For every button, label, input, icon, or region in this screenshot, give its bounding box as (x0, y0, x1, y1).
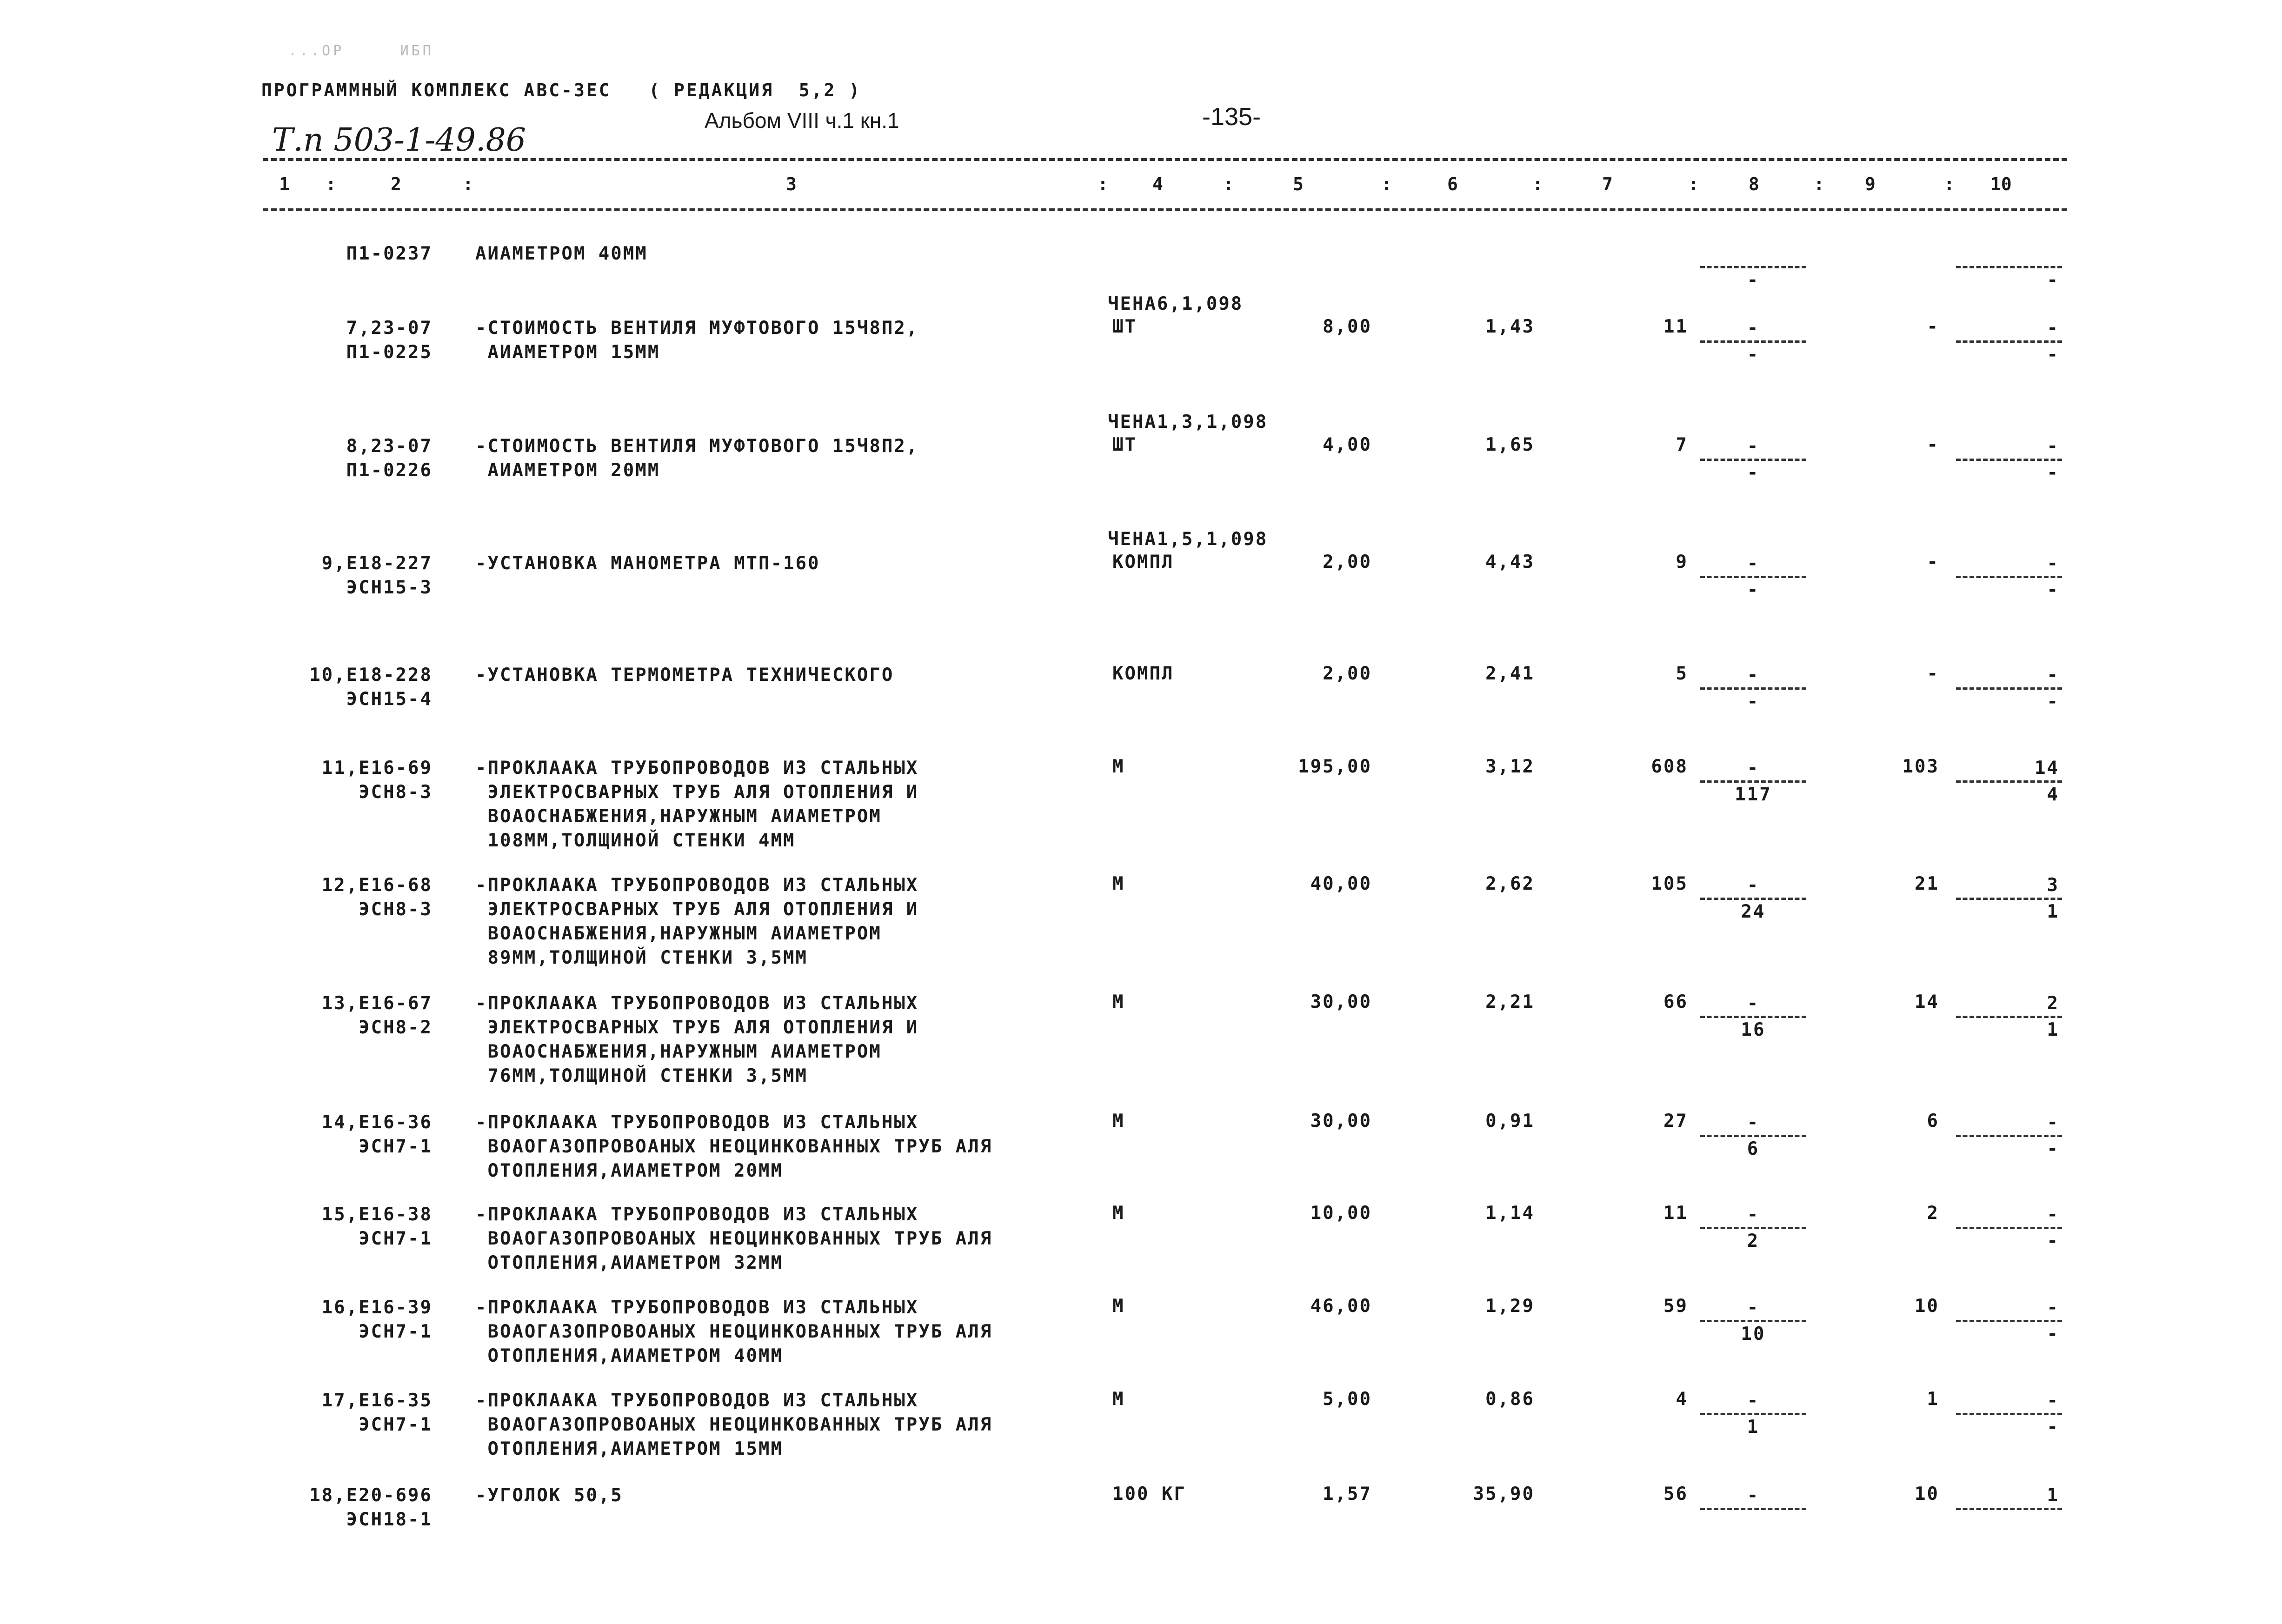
description-line: ОТОПЛЕНИЯ,АИАМЕТРОМ 32ММ (475, 1252, 783, 1273)
col8-bottom: - (1747, 270, 1760, 291)
quantity-cell: 46,00 (1310, 1296, 1372, 1317)
column-header-10: 10 (1990, 174, 2012, 194)
position-code: 17,Е16-35 (321, 1390, 432, 1411)
col8-top: - (1747, 1390, 1760, 1411)
position-code-cell (265, 434, 432, 483)
col10-top: - (2047, 436, 2059, 457)
col8-fraction (1697, 1203, 1809, 1253)
work-description (475, 1296, 992, 1368)
col8-bottom (1697, 1510, 1809, 1534)
norm-code: ЭСН18-1 (346, 1509, 432, 1530)
unit-price-cell: 2,41 (1485, 663, 1535, 684)
work-description (475, 663, 894, 687)
description-line: ВОАОГАЗОПРОВОАНЫХ НЕОЦИНКОВАННЫХ ТРУБ АЛЯ (475, 1321, 993, 1342)
position-code: 18,Е20-696 (309, 1485, 432, 1506)
col8-top: - (1747, 1112, 1760, 1133)
quantity-cell: 1,57 (1323, 1484, 1372, 1504)
col10-fraction (1953, 316, 2065, 367)
col10-bottom: - (2047, 344, 2059, 365)
col8-bottom: 16 (1741, 1019, 1766, 1040)
col10-top: - (2047, 1297, 2059, 1318)
col10-top: 2 (2047, 993, 2059, 1014)
col10-bottom: 1 (2047, 1019, 2059, 1040)
col10-bottom: - (2047, 1417, 2059, 1438)
unit-cell: ШТ (1112, 434, 1137, 455)
unit-cell: М (1112, 992, 1125, 1012)
col10-top: - (2047, 318, 2059, 339)
unit-price-cell: 0,91 (1485, 1111, 1535, 1131)
unit-cell: 100 КГ (1112, 1484, 1186, 1504)
description-line: ВОАОГАЗОПРОВОАНЫХ НЕОЦИНКОВАННЫХ ТРУБ АЛЯ (475, 1136, 993, 1157)
unit-cell: КОМПЛ (1112, 663, 1174, 684)
total-cost-cell: 27 (1663, 1111, 1688, 1131)
work-description (475, 1111, 992, 1183)
position-code-cell (265, 1203, 432, 1251)
col8-bottom: 6 (1747, 1138, 1760, 1159)
unit-cell: М (1112, 756, 1125, 777)
description-line: ОТОПЛЕНИЯ,АИАМЕТРОМ 20ММ (475, 1160, 783, 1181)
col10-bottom: - (2047, 270, 2059, 291)
column-header-9: 9 (1865, 174, 1876, 194)
quantity-cell: 195,00 (1298, 756, 1372, 777)
norm-code: ЭСН8-3 (359, 782, 432, 803)
column-header-5: 5 (1293, 174, 1304, 194)
col9-cell: 21 (1915, 873, 1939, 894)
col8-top: - (1747, 758, 1760, 779)
unit-price-cell: 0,86 (1485, 1389, 1535, 1410)
position-code: 13,Е16-67 (321, 993, 432, 1014)
position-code-cell (265, 992, 432, 1040)
col8-fraction (1697, 873, 1809, 924)
column-separator: : (1944, 174, 1955, 194)
col8-top: - (1747, 665, 1760, 686)
total-cost-cell: 4 (1676, 1389, 1688, 1410)
unit-price-cell: 3,12 (1485, 756, 1535, 777)
price-coefficient: ЧЕНА1,3,1,098 (1108, 412, 1268, 433)
total-cost-cell: 7 (1676, 434, 1688, 455)
total-cost-cell: 59 (1663, 1296, 1688, 1317)
description-line: -УСТАНОВКА МАНОМЕТРА МТП-160 (475, 553, 820, 574)
col10-bottom: - (2047, 462, 2059, 483)
unit-price-cell: 1,65 (1485, 434, 1535, 455)
program-title: ПРОГРАММНЫЙ КОМПЛЕКС АВС-3ЕС ( РЕДАКЦИЯ 5,2 ) (261, 80, 862, 100)
col9-cell: 10 (1915, 1296, 1939, 1317)
col8-top (1697, 242, 1809, 266)
total-cost-cell: 11 (1663, 316, 1688, 337)
column-header-4: 4 (1152, 174, 1163, 194)
description-line: -УСТАНОВКА ТЕРМОМЕТРА ТЕХНИЧЕСКОГО (475, 665, 894, 686)
description-line: ВОАОГАЗОПРОВОАНЫХ НЕОЦИНКОВАННЫХ ТРУБ АЛЯ (475, 1414, 993, 1435)
description-line: -ПРОКЛААКА ТРУБОПРОВОДОВ ИЗ СТАЛЬНЫХ (475, 1112, 919, 1133)
norm-code: П1-0237 (346, 243, 432, 264)
col8-bottom: - (1747, 579, 1760, 600)
col8-bottom: 24 (1741, 901, 1766, 922)
position-code: 7,23-07 (346, 318, 432, 339)
col9-cell: - (1927, 434, 1939, 455)
quantity-cell: 2,00 (1323, 663, 1372, 684)
column-header-2: 2 (391, 174, 401, 194)
total-cost-cell: 66 (1663, 992, 1688, 1012)
page-number: -135- (1202, 103, 1261, 131)
col10-top: 3 (2047, 875, 2059, 896)
quantity-cell: 4,00 (1323, 434, 1372, 455)
col9-cell: 10 (1915, 1484, 1939, 1504)
col8-fraction (1697, 316, 1809, 367)
unit-price-cell: 4,43 (1485, 552, 1535, 572)
col8-fraction (1697, 434, 1809, 485)
col10-fraction (1953, 434, 2065, 485)
column-separator: : (1381, 174, 1392, 194)
position-code-cell (265, 1484, 432, 1532)
quantity-cell: 8,00 (1323, 316, 1372, 337)
col8-fraction (1697, 1389, 1809, 1439)
work-description (475, 1203, 992, 1275)
col8-bottom: - (1747, 691, 1760, 712)
col10-bottom: - (2047, 579, 2059, 600)
description-line: ЭЛЕКТРОСВАРНЫХ ТРУБ АЛЯ ОТОПЛЕНИЯ И (475, 782, 919, 803)
column-separator: : (1814, 174, 1824, 194)
description-line: ОТОПЛЕНИЯ,АИАМЕТРОМ 40ММ (475, 1345, 783, 1366)
col10-top: - (2047, 1112, 2059, 1133)
quantity-cell: 10,00 (1310, 1203, 1372, 1224)
col8-fraction (1697, 242, 1809, 293)
unit-price-cell: 2,62 (1485, 873, 1535, 894)
unit-cell: ШТ (1112, 316, 1137, 337)
work-description (475, 242, 648, 266)
document-code: Т.п 503-1-49.86 (272, 122, 526, 159)
col8-fraction (1697, 552, 1809, 602)
col8-bottom: 1 (1747, 1417, 1760, 1438)
col8-top: - (1747, 993, 1760, 1014)
unit-cell: М (1112, 873, 1125, 894)
col10-bottom (1953, 1510, 2065, 1534)
description-line: ВОАОСНАБЖЕНИЯ,НАРУЖНЫМ АИАМЕТРОМ (475, 923, 882, 944)
description-line: 89ММ,ТОЛЩИНОЙ СТЕНКИ 3,5ММ (475, 947, 808, 968)
column-separator: : (463, 174, 473, 194)
col9-cell: 1 (1927, 1389, 1939, 1410)
norm-code: ЭСН7-1 (359, 1228, 432, 1249)
norm-code: ЭСН15-4 (346, 689, 432, 710)
col10-top: - (2047, 1204, 2059, 1225)
work-description (475, 873, 918, 970)
position-code-cell (265, 873, 432, 922)
col10-fraction (1953, 1203, 2065, 1253)
unit-price-cell: 35,90 (1473, 1484, 1535, 1504)
quantity-cell: 2,00 (1323, 552, 1372, 572)
column-header-7: 7 (1602, 174, 1613, 194)
col8-top: - (1747, 318, 1760, 339)
description-line: -СТОИМОСТЬ ВЕНТИЛЯ МУФТОВОГО 15Ч8П2, (475, 318, 919, 339)
position-code-cell (265, 663, 432, 712)
description-line: 108ММ,ТОЛЩИНОЙ СТЕНКИ 4ММ (475, 830, 796, 851)
norm-code: ЭСН15-3 (346, 577, 432, 598)
description-line: ЭЛЕКТРОСВАРНЫХ ТРУБ АЛЯ ОТОПЛЕНИЯ И (475, 899, 919, 920)
position-code: 11,Е16-69 (321, 758, 432, 779)
description-line: ВОАОСНАБЖЕНИЯ,НАРУЖНЫМ АИАМЕТРОМ (475, 806, 882, 827)
unit-cell: М (1112, 1203, 1125, 1224)
total-cost-cell: 56 (1663, 1484, 1688, 1504)
norm-code: П1-0226 (346, 460, 432, 481)
unit-cell: М (1112, 1389, 1125, 1410)
col10-fraction (1953, 873, 2065, 924)
work-description (475, 756, 918, 853)
col10-bottom: 1 (2047, 901, 2059, 922)
col8-top: - (1747, 875, 1760, 896)
column-separator: : (1223, 174, 1234, 194)
norm-code: ЭСН7-1 (359, 1414, 432, 1435)
unit-price-cell: 1,43 (1485, 316, 1535, 337)
unit-price-cell: 2,21 (1485, 992, 1535, 1012)
quantity-cell: 40,00 (1310, 873, 1372, 894)
col10-bottom: - (2047, 1138, 2059, 1159)
col9-cell: - (1927, 552, 1939, 572)
column-separator: : (326, 174, 336, 194)
column-separator: : (1532, 174, 1543, 194)
price-coefficient: ЧЕНА1,5,1,098 (1108, 529, 1268, 550)
position-code-cell (265, 1296, 432, 1344)
norm-code: ЭСН7-1 (359, 1321, 432, 1342)
col8-bottom: 117 (1735, 784, 1772, 805)
description-line: 76ММ,ТОЛЩИНОЙ СТЕНКИ 3,5ММ (475, 1065, 808, 1086)
position-code: 16,Е16-39 (321, 1297, 432, 1318)
col10-fraction (1953, 242, 2065, 293)
col8-top: - (1747, 1297, 1760, 1318)
col8-top: - (1747, 1485, 1760, 1506)
column-header-1: 1 (279, 174, 290, 194)
position-code-cell (265, 756, 432, 805)
col8-fraction (1697, 1296, 1809, 1346)
column-header-8: 8 (1749, 174, 1759, 194)
col8-bottom: - (1747, 462, 1760, 483)
description-line: ЭЛЕКТРОСВАРНЫХ ТРУБ АЛЯ ОТОПЛЕНИЯ И (475, 1017, 919, 1038)
col8-top: - (1747, 553, 1760, 574)
col8-fraction (1697, 1484, 1809, 1534)
col9-cell: 6 (1927, 1111, 1939, 1131)
description-line: -ПРОКЛААКА ТРУБОПРОВОДОВ ИЗ СТАЛЬНЫХ (475, 993, 919, 1014)
position-code-cell (265, 242, 432, 266)
col9-cell: - (1927, 316, 1939, 337)
unit-cell: КОМПЛ (1112, 552, 1174, 572)
col8-bottom: - (1747, 344, 1760, 365)
position-code: 14,Е16-36 (321, 1112, 432, 1133)
col10-fraction (1953, 1484, 2065, 1534)
col10-top: - (2047, 665, 2059, 686)
col10-top: - (2047, 553, 2059, 574)
position-code-cell (265, 316, 432, 365)
total-cost-cell: 105 (1651, 873, 1688, 894)
price-coefficient: ЧЕНА6,1,098 (1108, 293, 1244, 314)
norm-code: ЭСН8-2 (359, 1017, 432, 1038)
description-line: -ПРОКЛААКА ТРУБОПРОВОДОВ ИЗ СТАЛЬНЫХ (475, 1390, 919, 1411)
work-description (475, 1484, 623, 1508)
col10-top: 14 (2035, 758, 2059, 779)
col10-top: - (2047, 1390, 2059, 1411)
work-description (475, 992, 918, 1088)
unit-price-cell: 1,14 (1485, 1203, 1535, 1224)
col8-fraction (1697, 756, 1809, 807)
col10-bottom: 4 (2047, 784, 2059, 805)
description-line: -ПРОКЛААКА ТРУБОПРОВОДОВ ИЗ СТАЛЬНЫХ (475, 758, 919, 779)
unit-cell: М (1112, 1111, 1125, 1131)
position-code: 8,23-07 (346, 436, 432, 457)
col8-fraction (1697, 663, 1809, 714)
work-description (475, 1389, 992, 1461)
norm-code: П1-0225 (346, 342, 432, 363)
column-separator: : (1098, 174, 1108, 194)
total-cost-cell: 608 (1651, 756, 1688, 777)
col9-cell: 14 (1915, 992, 1939, 1012)
col10-fraction (1953, 756, 2065, 807)
col8-fraction (1697, 992, 1809, 1042)
position-code: 15,Е16-38 (321, 1204, 432, 1225)
col8-fraction (1697, 1111, 1809, 1161)
position-code: 12,Е16-68 (321, 875, 432, 896)
col10-bottom: - (2047, 691, 2059, 712)
col8-bottom: 2 (1747, 1231, 1760, 1251)
header-top-rule (263, 158, 2067, 161)
archive-stamp: ...ОР ИБП (288, 43, 434, 59)
norm-code: ЭСН8-3 (359, 899, 432, 920)
description-line: -ПРОКЛААКА ТРУБОПРОВОДОВ ИЗ СТАЛЬНЫХ (475, 1297, 919, 1318)
position-code-cell (265, 1111, 432, 1159)
description-line: -УГОЛОК 50,5 (475, 1485, 623, 1506)
description-line: ОТОПЛЕНИЯ,АИАМЕТРОМ 15ММ (475, 1438, 783, 1459)
col8-top: - (1747, 436, 1760, 457)
col9-cell: 2 (1927, 1203, 1939, 1224)
unit-price-cell: 1,29 (1485, 1296, 1535, 1317)
position-code-cell (265, 552, 432, 600)
header-bottom-rule (263, 208, 2067, 211)
col9-cell: - (1927, 663, 1939, 684)
column-header-3: 3 (786, 174, 797, 194)
description-line: АИАМЕТРОМ 20ММ (475, 460, 660, 481)
position-code-cell (265, 1389, 432, 1437)
description-line: -ПРОКЛААКА ТРУБОПРОВОДОВ ИЗ СТАЛЬНЫХ (475, 875, 919, 896)
col10-fraction (1953, 663, 2065, 714)
col10-fraction (1953, 1389, 2065, 1439)
col10-bottom: - (2047, 1231, 2059, 1251)
description-line: АИАМЕТРОМ 40ММ (475, 243, 648, 264)
col9-cell: 103 (1902, 756, 1939, 777)
col10-fraction (1953, 1111, 2065, 1161)
position-code: 10,Е18-228 (309, 665, 432, 686)
column-separator: : (1688, 174, 1699, 194)
col10-fraction (1953, 552, 2065, 602)
col10-fraction (1953, 1296, 2065, 1346)
col8-top: - (1747, 1204, 1760, 1225)
description-line: ВОАОСНАБЖЕНИЯ,НАРУЖНЫМ АИАМЕТРОМ (475, 1041, 882, 1062)
col10-top (1953, 242, 2065, 266)
description-line: -ПРОКЛААКА ТРУБОПРОВОДОВ ИЗ СТАЛЬНЫХ (475, 1204, 919, 1225)
total-cost-cell: 5 (1676, 663, 1688, 684)
col10-bottom: - (2047, 1324, 2059, 1344)
quantity-cell: 5,00 (1323, 1389, 1372, 1410)
album-label: Альбом VIII ч.1 кн.1 (705, 108, 899, 133)
total-cost-cell: 9 (1676, 552, 1688, 572)
unit-cell: М (1112, 1296, 1125, 1317)
col10-fraction (1953, 992, 2065, 1042)
description-line: ВОАОГАЗОПРОВОАНЫХ НЕОЦИНКОВАННЫХ ТРУБ АЛЯ (475, 1228, 993, 1249)
col10-top: 1 (2047, 1485, 2059, 1506)
position-code: 9,Е18-227 (321, 553, 432, 574)
norm-code: ЭСН7-1 (359, 1136, 432, 1157)
column-header-6: 6 (1447, 174, 1458, 194)
quantity-cell: 30,00 (1310, 992, 1372, 1012)
description-line: -СТОИМОСТЬ ВЕНТИЛЯ МУФТОВОГО 15Ч8П2, (475, 436, 919, 457)
quantity-cell: 30,00 (1310, 1111, 1372, 1131)
total-cost-cell: 11 (1663, 1203, 1688, 1224)
description-line: АИАМЕТРОМ 15ММ (475, 342, 660, 363)
col8-bottom: 10 (1741, 1324, 1766, 1344)
